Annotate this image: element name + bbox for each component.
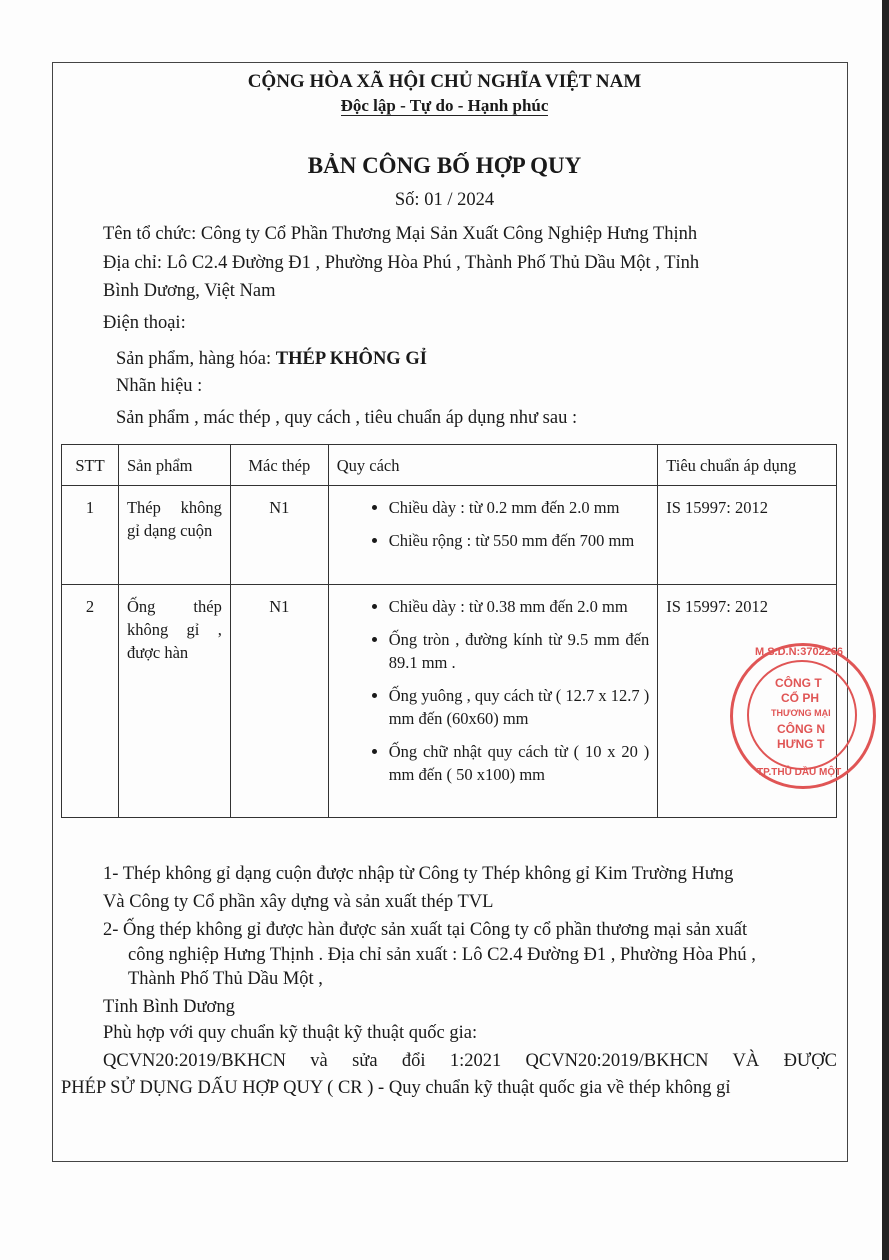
address-line-2: Bình Dương, Việt Nam bbox=[103, 281, 276, 301]
cell-grade: N1 bbox=[230, 486, 328, 585]
regulation-line-2: PHÉP SỬ DỤNG DẤU HỢP QUY ( CR ) - Quy chuẩn kỹ thuật quốc gia về thép không gỉ bbox=[61, 1078, 731, 1098]
province-line: Tỉnh Bình Dương bbox=[103, 997, 235, 1017]
regulation-line-1: QCVN20:2019/BKHCN và sửa đổi 1:2021 QCVN20:2019/BKHCN VÀ ĐƯỢC bbox=[103, 1051, 837, 1071]
organization-line: Tên tổ chức: Công ty Cổ Phần Thương Mại Sản Xuất Công Nghiệp Hưng Thịnh bbox=[103, 224, 698, 244]
cell-stt: 2 bbox=[62, 585, 119, 818]
table-row bbox=[62, 486, 837, 585]
cell-standard: IS 15997: 2012 bbox=[658, 585, 837, 818]
header-spec: Quy cách bbox=[328, 445, 658, 486]
spec-item: • Chiều dày : từ 0.38 mm đến 2.0 mm bbox=[389, 595, 650, 618]
note-1a: 1- Thép không gỉ dạng cuộn được nhập từ Công ty Thép không gỉ Kim Trường Hưng bbox=[103, 864, 734, 884]
spec-item: • Ống tròn , đường kính từ 9.5 mm đến 89.1 mm . bbox=[389, 628, 650, 674]
table-intro: Sản phẩm , mác thép , quy cách , tiêu chuẩn áp dụng như sau : bbox=[116, 408, 578, 428]
address-line-1: Địa chỉ: Lô C2.4 Đường Đ1 , Phường Hòa Phú , Thành Phố Thủ Dầu Một , Tỉnh bbox=[103, 253, 700, 273]
cell-product: Thép không gỉ dạng cuộn bbox=[118, 486, 230, 585]
table-row bbox=[62, 585, 837, 818]
country-header: CỘNG HÒA XÃ HỘI CHỦ NGHĨA VIỆT NAM bbox=[247, 71, 642, 92]
scan-edge bbox=[882, 0, 889, 1260]
note-1b: Và Công ty Cổ phần xây dựng và sản xuất thép TVL bbox=[103, 892, 494, 912]
motto: Độc lập - Tự do - Hạnh phúc bbox=[340, 96, 549, 115]
cell-spec bbox=[328, 585, 658, 818]
header-product: Sản phẩm bbox=[118, 445, 230, 486]
brand-label: Nhãn hiệu : bbox=[116, 376, 203, 396]
phone-label: Điện thoại: bbox=[103, 313, 186, 333]
note-2b: công nghiệp Hưng Thịnh . Địa chỉ sản xuất : Lô C2.4 Đường Đ1 , Phường Hòa Phú , bbox=[128, 945, 756, 965]
company-seal: M.S.D.N:3702266 CÔNG T CỔ PH THƯƠNG MẠI CÔNG N HƯNG T TP.THỦ DẦU MỘT bbox=[730, 643, 876, 789]
cell-standard: IS 15997: 2012 bbox=[658, 486, 837, 585]
cell-grade: N1 bbox=[230, 585, 328, 818]
header-standard: Tiêu chuẩn áp dụng bbox=[658, 445, 837, 486]
table-header-row bbox=[62, 445, 837, 486]
document-number: Số: 01 / 2024 bbox=[394, 190, 495, 210]
spec-item: • Ống yuông , quy cách từ ( 12.7 x 12.7 ) mm đến (60x60) mm bbox=[389, 684, 650, 730]
conformity-line: Phù hợp với quy chuẩn kỹ thuật kỹ thuật quốc gia: bbox=[103, 1023, 478, 1043]
spec-item: • Chiều rộng : từ 550 mm đến 700 mm bbox=[389, 529, 650, 552]
document-title: BẢN CÔNG BỐ HỢP QUY bbox=[307, 153, 582, 178]
product-value: THÉP KHÔNG GỈ bbox=[275, 349, 427, 369]
note-2c: Thành Phố Thủ Dầu Một , bbox=[128, 969, 323, 989]
spec-item: • Chiều dày : từ 0.2 mm đến 2.0 mm bbox=[389, 496, 650, 519]
note-2a: 2- Ống thép không gỉ được hàn được sản xuất tại Công ty cổ phần thương mại sản xuất bbox=[103, 920, 748, 940]
cell-stt: 1 bbox=[62, 486, 119, 585]
header-stt: STT bbox=[62, 445, 119, 486]
cell-spec bbox=[328, 486, 658, 585]
product-line: Sản phẩm, hàng hóa: THÉP KHÔNG GỈ bbox=[116, 349, 427, 369]
cell-product: Ống thép không gỉ , được hàn bbox=[118, 585, 230, 818]
product-table bbox=[61, 444, 837, 818]
header-grade: Mác thép bbox=[230, 445, 328, 486]
spec-item: • Ống chữ nhật quy cách từ ( 10 x 20 ) mm đến ( 50 x100) mm bbox=[389, 740, 650, 786]
